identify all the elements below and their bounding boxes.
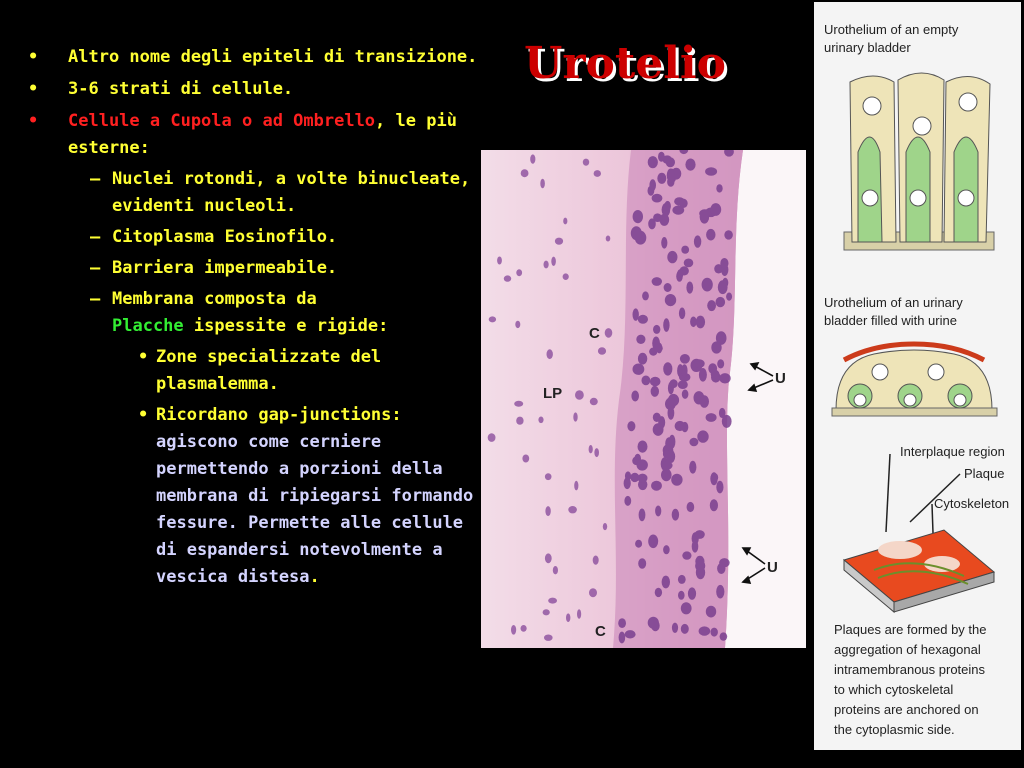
cell-nucleus [665,398,676,411]
cell-nucleus [663,545,670,554]
lamina-propria-nucleus [516,417,523,425]
lamina-propria-nucleus [583,159,589,166]
cell-nucleus [658,152,665,162]
third-level-text: Zone specializzate del plasmalemma. [156,347,382,394]
cell-nucleus [700,210,710,224]
cell-nucleus [692,540,699,552]
plaques-caption-1: Plaques are formed by the [834,622,987,637]
cell-nucleus [633,364,645,375]
lamina-propria-nucleus [594,170,601,177]
cell-nucleus [653,325,660,334]
cell-nucleus [677,269,683,278]
lamina-propria-nucleus [575,390,584,400]
cell-nucleus [642,376,651,386]
cell-nucleus [671,474,682,486]
lamina-propria-nucleus [553,566,558,574]
lamina-propria-nucleus [504,275,511,281]
cell-nucleus [638,353,647,365]
lamina-propria-nucleus [497,257,502,265]
slide-title: Urotelio [524,38,726,89]
filled-bladder-caption-1: Urothelium of an urinary [824,295,963,310]
lamina-propria-nucleus [589,588,597,597]
label-lp: LP [543,385,563,402]
cell-nucleus [716,184,722,192]
filled-bladder-caption-2: bladder filled with urine [824,313,957,328]
cell-nucleus [705,167,717,176]
sub-bullet-text: Nuclei rotondi, a volte binucleate, evidenti nucleoli. [112,169,471,216]
cell-nucleus [653,344,663,352]
dash-bullet: – [90,169,101,189]
cell-nucleus [689,461,696,474]
bullet-text: , le più esterne: [68,111,457,158]
cell-nucleus [669,435,676,449]
bullet-notes [20,44,480,591]
lamina-propria-nucleus [577,609,581,618]
cell-nucleus [694,235,701,247]
bullet-dot: • [138,347,149,367]
lamina-propria-nucleus [568,506,577,513]
cell-nucleus [648,218,656,229]
plaques-caption-6: the cytoplasmic side. [834,722,955,737]
cell-nucleus [635,540,642,548]
cell-nucleus [670,379,678,388]
lamina-propria-nucleus [543,609,550,615]
cell-nucleus [651,481,662,491]
label-u-top: U [775,370,786,387]
cell-nucleus [637,459,648,470]
cell-nucleus [680,354,690,364]
cell-nucleus [627,421,635,431]
bullet-text: 3-6 strati di cellule. [68,79,294,99]
cell-nucleus [648,156,658,168]
cell-nucleus [663,318,669,332]
cell-nucleus [689,438,698,447]
cell-nucleus [651,386,659,397]
plaque-label: Plaque [964,466,1005,481]
third-level-period: . [309,567,320,587]
bullet-dot: • [28,47,39,67]
cell-nucleus [707,300,716,311]
cell-nucleus [672,509,679,521]
label-c-bottom: C [595,623,606,640]
dash-bullet: – [90,289,101,309]
cell-nucleus [674,197,685,205]
sub-bullet-item [20,286,480,340]
plaques-caption-2: aggregation of hexagonal [834,642,981,657]
cell-nucleus [681,624,689,634]
cell-nucleus [710,499,718,511]
lamina-propria-nucleus [603,523,607,530]
sub-bullet-item [20,255,480,282]
sub-bullet-item [20,166,480,220]
cell-nucleus [663,362,672,375]
cell-nucleus [638,474,648,483]
cell-nucleus [631,226,642,240]
cell-nucleus [653,423,664,436]
lamina-propria-nucleus [594,448,599,457]
lamina-propria-nucleus [545,473,552,480]
lamina-propria-nucleus [606,236,611,242]
cell-nucleus [664,283,672,292]
sub-bullet-text: Membrana composta da [112,289,317,309]
cell-nucleus [716,481,723,494]
bullet-item [20,108,480,162]
cell-nucleus [710,203,721,216]
label-u-bottom: U [767,559,778,576]
plaques-caption-5: proteins are anchored on [834,702,979,717]
lamina-propria-nucleus [544,635,553,641]
cell-nucleus [666,450,675,463]
cell-nucleus [638,441,648,453]
interplaque-label: Interplaque region [900,444,1005,459]
cell-nucleus [706,606,716,618]
cell-nucleus [718,280,728,294]
cell-nucleus [619,632,626,644]
cell-nucleus [672,623,678,633]
cell-nucleus [650,377,661,387]
cell-nucleus [661,469,672,482]
third-level-item [20,402,480,591]
sub-bullet-text: Citoplasma Eosinofilo. [112,227,338,247]
cell-nucleus [697,430,708,442]
lamina-propria-nucleus [530,154,535,163]
bullet-item [20,44,480,71]
cell-nucleus [652,277,662,286]
plaques-caption-3: intramembranous proteins [834,662,986,677]
cell-nucleus [720,258,728,268]
cell-nucleus [638,558,646,569]
empty-urothelium-illustration [844,73,994,250]
cell-nucleus [653,413,661,422]
lamina-propria-nucleus [555,238,563,245]
cell-nucleus [636,335,645,344]
cell-nucleus [711,628,718,637]
cell-nucleus [662,461,673,470]
lamina-propria-nucleus [521,625,527,632]
cell-nucleus [681,246,689,254]
cell-nucleus [682,551,691,559]
cell-nucleus [699,626,711,635]
plaques-caption-4: to which cytoskeletal [834,682,954,697]
cell-nucleus [726,293,732,301]
cell-nucleus [659,214,669,226]
cell-nucleus [666,157,675,167]
lamina-propria-nucleus [605,328,613,338]
lamina-propria-nucleus [545,553,552,563]
cell-nucleus [717,359,724,368]
cell-nucleus [716,585,724,599]
cell-nucleus [702,278,713,292]
dash-bullet: – [90,227,101,247]
cell-nucleus [649,179,656,191]
cell-nucleus [711,370,720,379]
cell-nucleus [667,169,675,183]
lamina-propria-nucleus [574,481,578,491]
cell-nucleus [686,282,693,294]
cell-nucleus [642,291,649,300]
lamina-propria-nucleus [521,169,529,177]
sub-bullet-text: Barriera impermeabile. [112,258,338,278]
lamina-propria-nucleus [593,556,599,565]
cell-nucleus [639,509,646,522]
cell-nucleus [652,194,663,203]
empty-bladder-caption-1: Urothelium of an empty [824,22,959,37]
cell-nucleus [657,173,666,184]
histology-micrograph [481,150,806,648]
cell-nucleus [717,563,725,574]
lamina-propria-nucleus [544,261,549,269]
bullet-dot: • [28,79,39,99]
cell-nucleus [695,530,705,539]
cell-nucleus [711,341,721,353]
bullet-dot: • [138,405,149,425]
cell-nucleus [716,297,726,307]
cell-nucleus [625,630,636,638]
empty-bladder-caption-2: urinary bladder [824,40,911,55]
cell-nucleus [638,315,648,324]
cell-nucleus [665,294,676,306]
urothelium-diagram-panel [814,2,1021,750]
cell-nucleus [667,251,677,263]
cell-nucleus [719,373,730,383]
lamina-propria-nucleus [551,257,556,266]
cell-nucleus [661,237,667,249]
cytoskeleton-label: Cytoskeleton [934,496,1010,511]
lamina-propria-nucleus [545,506,550,516]
lamina-propria-nucleus [563,273,569,280]
cell-nucleus [719,408,726,418]
cell-nucleus [688,587,696,599]
cell-nucleus [685,159,695,171]
bullet-item [20,76,480,103]
cell-nucleus [720,632,728,640]
dash-bullet: – [90,258,101,278]
bullet-text: Altro nome degli epiteli di transizione. [68,47,478,67]
lamina-propria-nucleus [598,347,606,355]
lamina-propria-nucleus [590,398,598,406]
lamina-propria-nucleus [488,433,496,442]
filled-urothelium-illustration [832,344,997,416]
cell-nucleus [684,259,694,268]
lamina-propria-nucleus [489,316,496,322]
bullet-dot: • [28,111,39,131]
third-level-text: Ricordano gap-junctions: [156,405,402,425]
label-c-top: C [589,325,600,342]
lamina-propria-nucleus [540,179,545,189]
cell-nucleus [711,473,718,482]
third-level-item [20,344,480,398]
lamina-propria-nucleus [548,598,557,604]
cell-nucleus [706,413,717,422]
cell-nucleus [618,618,626,628]
cell-nucleus [696,316,705,329]
cell-nucleus [681,602,692,614]
cell-nucleus [682,390,689,399]
cell-nucleus [633,210,643,223]
sub-bullet-text: ispessite e rigide: [183,316,389,336]
cell-nucleus [678,575,686,584]
lamina-propria-nucleus [514,401,523,407]
cell-nucleus [655,506,661,517]
lamina-propria-nucleus [522,455,529,463]
third-level-text-lavender: agiscono come cerniere permettendo a porzioni della membrana di ripiegarsi formando fessure. Permette alle cellule di espandersi notevolmente a vescica distesa [156,432,474,587]
cell-nucleus [624,496,631,506]
sub-bullet-highlight: Placche [112,316,184,336]
lamina-propria-nucleus [538,417,543,424]
lamina-propria-nucleus [563,218,567,225]
lamina-propria-nucleus [566,613,570,622]
cell-nucleus [648,535,658,549]
lamina-propria-nucleus [511,625,516,635]
lamina-propria-nucleus [547,349,553,359]
cell-nucleus [631,391,639,402]
cell-nucleus [648,617,659,629]
cell-nucleus [706,229,715,241]
cell-nucleus [675,421,686,431]
cell-nucleus [662,576,670,589]
cell-nucleus [724,230,733,239]
cell-nucleus [695,560,705,572]
cell-nucleus [700,395,709,408]
cell-nucleus [655,588,662,597]
lamina-propria-nucleus [573,412,577,421]
cell-nucleus [678,591,685,600]
cell-nucleus [679,308,685,320]
cell-nucleus [681,364,687,377]
cell-nucleus [694,359,705,368]
lamina-propria-nucleus [516,269,522,276]
cell-nucleus [624,477,631,489]
sub-bullet-item [20,224,480,251]
cell-nucleus [678,380,688,389]
cell-nucleus [687,502,695,512]
lamina-propria-nucleus [515,321,520,328]
lamina-propria-nucleus [589,445,593,453]
bullet-text-highlight: Cellule a Cupola o ad Ombrello [68,111,376,131]
